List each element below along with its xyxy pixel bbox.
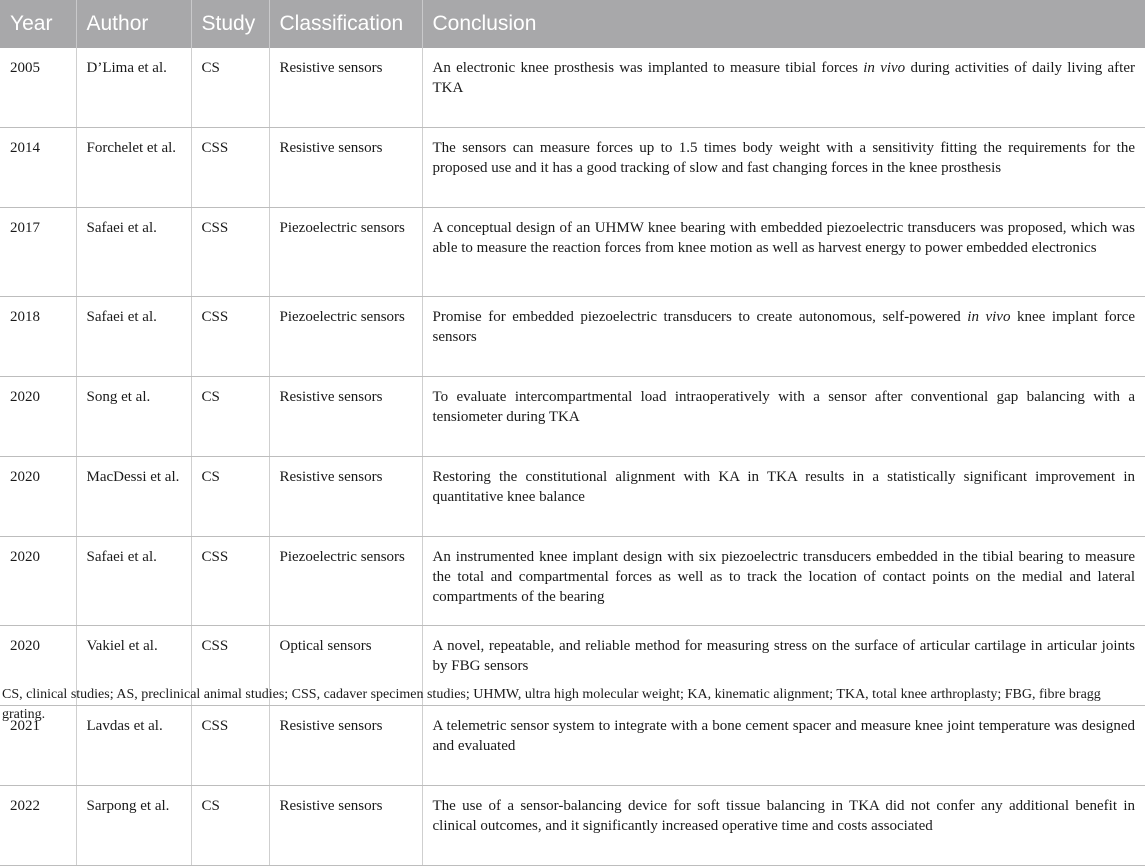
cell-year: 2020 (0, 457, 76, 537)
cell-author: Safaei et al. (76, 297, 191, 377)
cell-classification: Piezoelectric sensors (269, 537, 422, 626)
cell-conclusion: Promise for embedded piezoelectric transducers to create autonomous, self-powered in vivo knee implant force sensors (422, 297, 1145, 377)
cell-year: 2020 (0, 377, 76, 457)
cell-conclusion: The sensors can measure forces up to 1.5 times body weight with a sensitivity fitting the requirements for the proposed use and it has a good tracking of slow and fast changing forces in the knee prosthesis (422, 128, 1145, 208)
cell-conclusion: A novel, repeatable, and reliable method for measuring stress on the surface of articular cartilage in articular joints by FBG sensors (422, 626, 1145, 706)
cell-conclusion: An electronic knee prosthesis was implanted to measure tibial forces in vivo during activities of daily living after TKA (422, 48, 1145, 128)
header-study: Study (191, 0, 269, 48)
cell-conclusion: An instrumented knee implant design with six piezoelectric transducers embedded in the tibial bearing to measure the total and compartmental forces as well as to track the location of contact points on the medial and lateral compartments of the bearing (422, 537, 1145, 626)
cell-conclusion: A telemetric sensor system to integrate with a bone cement spacer and measure knee joint temperature was designed and evaluated (422, 706, 1145, 786)
cell-classification: Resistive sensors (269, 377, 422, 457)
cell-conclusion: Restoring the constitutional alignment with KA in TKA results in a statistically significant improvement in quantitative knee balance (422, 457, 1145, 537)
cell-year: 2020 (0, 626, 76, 706)
cell-study: CSS (191, 128, 269, 208)
cell-author: D’Lima et al. (76, 48, 191, 128)
cell-author: Lavdas et al. (76, 706, 191, 786)
cell-year: 2020 (0, 537, 76, 626)
table-row (0, 457, 1145, 537)
cell-year: 2014 (0, 128, 76, 208)
cell-author: Song et al. (76, 377, 191, 457)
cell-study: CSS (191, 626, 269, 706)
cell-year: 2017 (0, 208, 76, 297)
cell-classification: Resistive sensors (269, 128, 422, 208)
cell-conclusion: A conceptual design of an UHMW knee bearing with embedded piezoelectric transducers was proposed, which was able to measure the reaction forces from knee motion as well as harvest energy to power embedded electronics (422, 208, 1145, 297)
header-row (0, 0, 1145, 48)
cell-year: 2018 (0, 297, 76, 377)
header-conclusion: Conclusion (422, 0, 1145, 48)
cell-author: Forchelet et al. (76, 128, 191, 208)
table-row (0, 208, 1145, 297)
cell-conclusion: The use of a sensor-balancing device for soft tissue balancing in TKA did not confer any additional benefit in clinical outcomes, and it significantly increased operative time and costs associated (422, 786, 1145, 866)
cell-study: CS (191, 48, 269, 128)
cell-author: Safaei et al. (76, 537, 191, 626)
table-row (0, 377, 1145, 457)
cell-author: Vakiel et al. (76, 626, 191, 706)
header-classification: Classification (269, 0, 422, 48)
cell-conclusion: To evaluate intercompartmental load intraoperatively with a sensor after conventional gap balancing with a tensiometer during TKA (422, 377, 1145, 457)
cell-author: MacDessi et al. (76, 457, 191, 537)
cell-classification: Piezoelectric sensors (269, 297, 422, 377)
cell-classification: Optical sensors (269, 626, 422, 706)
cell-classification: Resistive sensors (269, 706, 422, 786)
cell-classification: Resistive sensors (269, 786, 422, 866)
table-row (0, 128, 1145, 208)
table-footnote: CS, clinical studies; AS, preclinical animal studies; CSS, cadaver specimen studies; UHMW, ultra high molecular weight; KA, kinematic alignment; TKA, total knee arthroplasty; FBG, fibre bragg grating. (2, 687, 1101, 722)
table-row (0, 786, 1145, 866)
cell-study: CSS (191, 297, 269, 377)
cell-year: 2022 (0, 786, 76, 866)
cell-author: Safaei et al. (76, 208, 191, 297)
cell-study: CS (191, 786, 269, 866)
table-row (0, 537, 1145, 626)
cell-classification: Resistive sensors (269, 457, 422, 537)
cell-study: CS (191, 457, 269, 537)
cell-study: CSS (191, 208, 269, 297)
header-year: Year (0, 0, 76, 48)
header-author: Author (76, 0, 191, 48)
cell-study: CSS (191, 706, 269, 786)
cell-classification: Piezoelectric sensors (269, 208, 422, 297)
table-row (0, 48, 1145, 128)
cell-classification: Resistive sensors (269, 48, 422, 128)
table-row (0, 297, 1145, 377)
cell-study: CS (191, 377, 269, 457)
cell-study: CSS (191, 537, 269, 626)
cell-year: 2021 (0, 706, 76, 786)
cell-author: Sarpong et al. (76, 786, 191, 866)
cell-year: 2005 (0, 48, 76, 128)
